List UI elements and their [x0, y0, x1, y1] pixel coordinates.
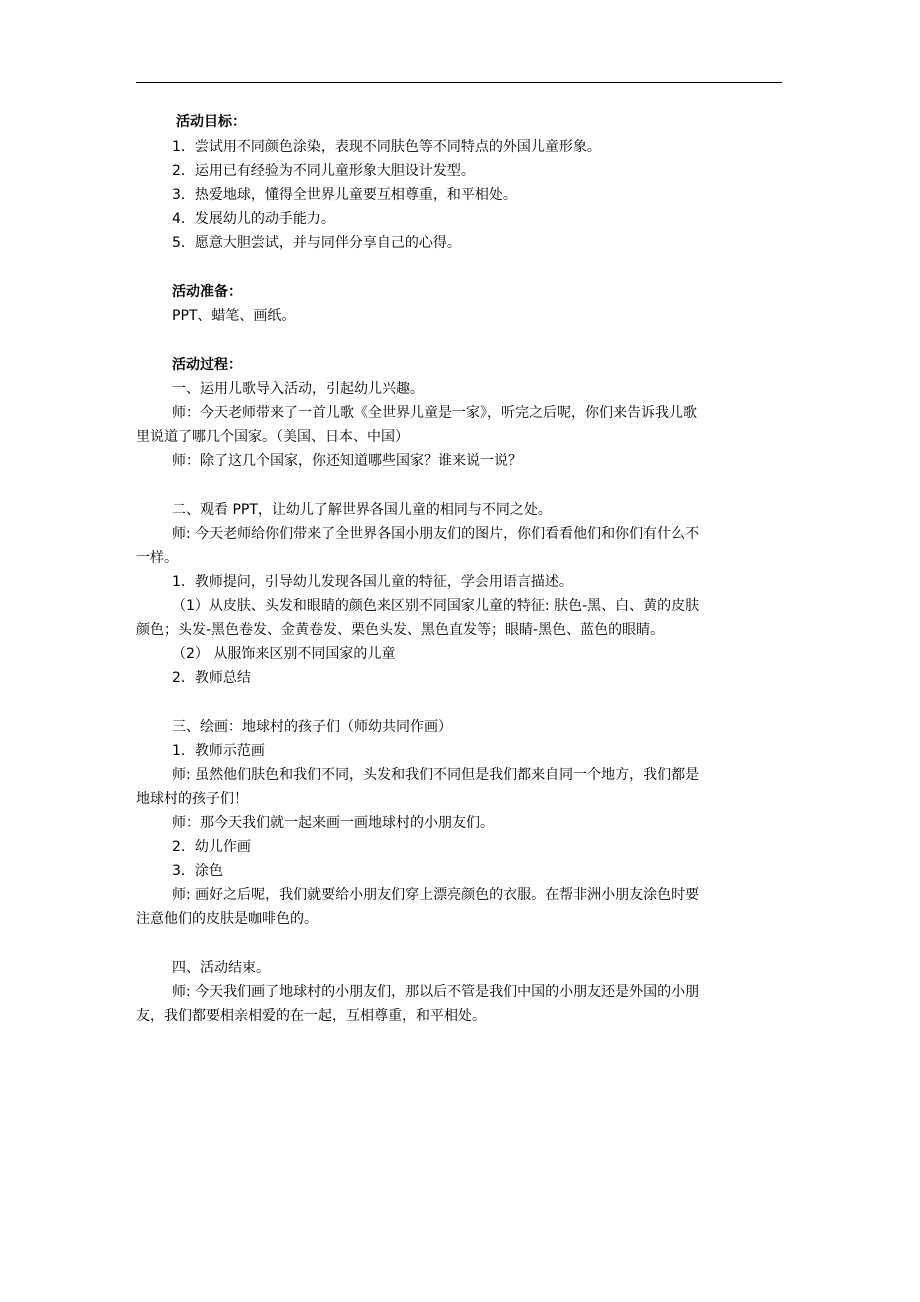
process-line: 3．涂色 — [172, 863, 223, 879]
prep-heading: 活动准备： — [172, 284, 242, 300]
process-line: 师: 虽然他们肤色和我们不同，头发和我们不同但是我们都来自同一个地方，我们都是 — [172, 767, 700, 783]
process-line: 一、运用儿歌导入活动，引起幼儿兴趣。 — [172, 381, 424, 397]
process-line: 一样。 — [136, 550, 178, 566]
process-line: 师: 今天老师给你们带来了全世界各国小朋友们的图片，你们看看他们和你们有什么不 — [172, 526, 700, 542]
process-line: 二、观看 PPT，让幼儿了解世界各国儿童的相同与不同之处。 — [172, 502, 552, 518]
process-line: 1．教师提问，引导幼儿发现各国儿童的特征，学会用语言描述。 — [172, 574, 573, 590]
process-line: 颜色；头发-黑色卷发、金黄卷发、栗色头发、黑色直发等；眼睛-黑色、蓝色的眼睛。 — [136, 622, 665, 638]
process-line: 注意他们的皮肤是咖啡色的。 — [136, 911, 318, 927]
goal-item: 4．发展幼儿的动手能力。 — [172, 211, 335, 227]
prep-text: PPT、蜡笔、画纸。 — [172, 308, 296, 324]
process-line: （2） 从服饰来区别不同国家的儿童 — [172, 646, 396, 662]
goal-item: 5．愿意大胆尝试，并与同伴分享自己的心得。 — [172, 235, 461, 251]
process-line: 地球村的孩子们！ — [136, 791, 248, 807]
process-line: 1．教师示范画 — [172, 743, 265, 759]
process-line: 师: 画好之后呢，我们就要给小朋友们穿上漂亮颜色的衣服。在帮非洲小朋友涂色时要 — [172, 887, 700, 903]
goal-item: 1．尝试用不同颜色涂染，表现不同肤色等不同特点的外国儿童形象。 — [172, 139, 601, 155]
goal-item: 2．运用已有经验为不同儿童形象大胆设计发型。 — [172, 163, 475, 179]
goals-heading: 活动目标： — [176, 114, 246, 130]
goal-item: 3．热爱地球，懂得全世界儿童要互相尊重，和平相处。 — [172, 187, 517, 203]
process-line: 师：那今天我们就一起来画一画地球村的小朋友们。 — [172, 815, 494, 831]
process-line: 三、绘画：地球村的孩子们（师幼共同作画） — [172, 719, 452, 735]
process-line: 师：除了这几个国家，你还知道哪些国家？谁来说一说？ — [172, 453, 522, 469]
process-line: 师：今天老师带来了一首儿歌《全世界儿童是一家》，听完之后呢，你们来告诉我儿歌 — [172, 405, 697, 421]
process-line: 师: 今天我们画了地球村的小朋友们，那以后不管是我们中国的小朋友还是外国的小朋 — [172, 984, 700, 1000]
header-rule — [136, 82, 782, 83]
process-line: 2．幼儿作画 — [172, 839, 251, 855]
process-line: 四、活动结束。 — [172, 960, 270, 976]
process-line: 2．教师总结 — [172, 670, 251, 686]
process-line: 里说道了哪几个国家。（美国、日本、中国） — [136, 429, 409, 445]
process-line: （1）从皮肤、头发和眼睛的颜色来区别不同国家儿童的特征: 肤色-黑、白、黄的皮肤 — [172, 598, 700, 614]
process-heading: 活动过程： — [172, 357, 242, 373]
process-line: 友，我们都要相亲相爱的在一起，互相尊重，和平相处。 — [136, 1008, 486, 1024]
